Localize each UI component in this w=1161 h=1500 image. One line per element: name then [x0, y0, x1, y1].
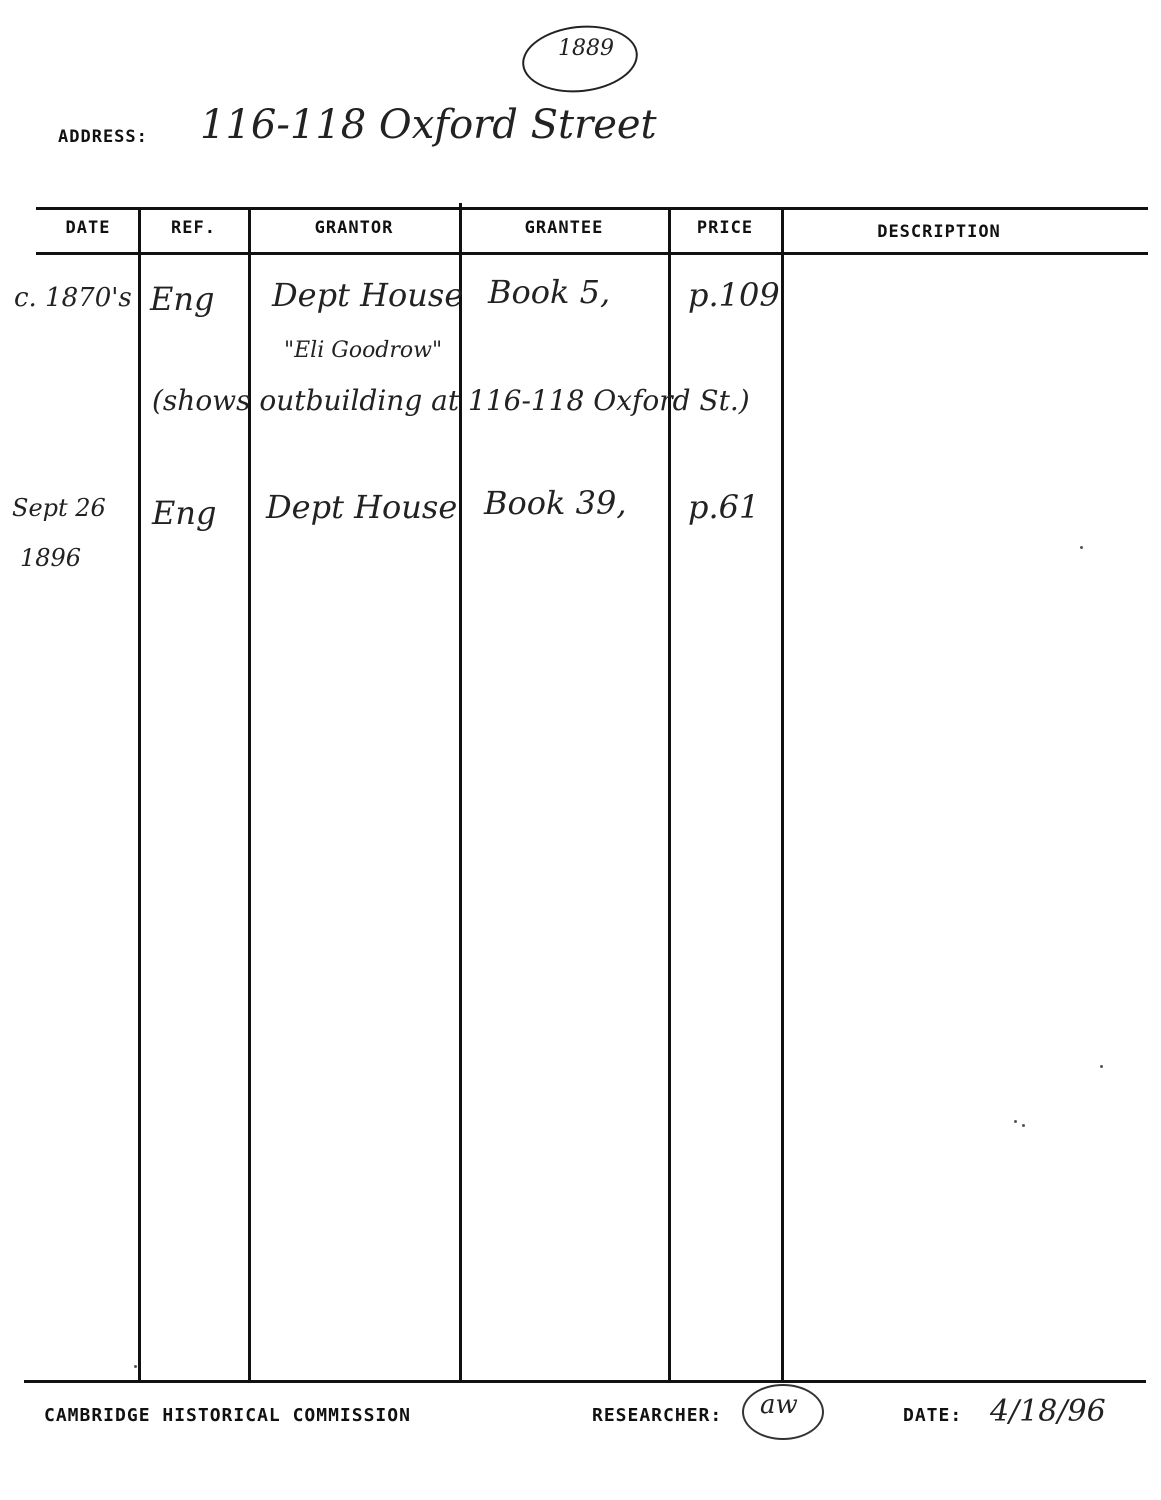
scan-speck: [1022, 1124, 1025, 1127]
row2-price: p.61: [688, 488, 760, 526]
col-divider-grantor-grantee: [459, 203, 462, 1382]
footer-date-value: 4/18/96: [990, 1394, 1106, 1429]
col-divider-date-ref: [138, 207, 141, 1382]
row2-grantor: Dept House: [266, 488, 458, 526]
row1-grantor: Dept House: [272, 276, 464, 314]
row1-note-name: "Eli Goodrow": [284, 338, 443, 363]
address-value: 116-118 Oxford Street: [200, 102, 657, 148]
row1-note-description: (shows outbuilding at 116-118 Oxford St.): [152, 384, 750, 417]
scan-speck: [1014, 1120, 1017, 1123]
row1-date: c. 1870's: [14, 283, 132, 313]
table-top-rule: [36, 207, 1148, 210]
header-description: DESCRIPTION: [877, 222, 1001, 242]
header-date: DATE: [65, 218, 111, 238]
address-label: ADDRESS:: [58, 127, 148, 147]
header-ref: REF.: [171, 218, 216, 238]
footer-organization: CAMBRIDGE HISTORICAL COMMISSION: [44, 1405, 411, 1426]
header-grantee: GRANTEE: [524, 218, 604, 238]
scan-speck: [134, 1365, 137, 1368]
row1-price: p.109: [688, 276, 780, 314]
scan-speck: [1100, 1065, 1103, 1068]
footer-date-label: DATE:: [903, 1405, 963, 1426]
table-bottom-rule: [24, 1380, 1146, 1383]
header-grantor: GRANTOR: [314, 218, 394, 238]
researcher-label: RESEARCHER:: [592, 1405, 723, 1426]
row1-grantee: Book 5,: [488, 273, 611, 311]
row2-date-line1: Sept 26: [12, 494, 106, 522]
researcher-initials: aw: [760, 1390, 798, 1420]
year-stamp: 1889: [558, 36, 614, 61]
row2-grantee: Book 39,: [484, 484, 627, 522]
row2-date-line2: 1896: [20, 544, 82, 572]
row1-ref: Eng: [150, 280, 215, 318]
col-divider-price-desc: [781, 207, 784, 1382]
row2-ref: Eng: [152, 494, 217, 532]
header-price: PRICE: [696, 218, 754, 238]
scan-speck: [1080, 546, 1083, 549]
table-header-rule: [36, 252, 1148, 255]
